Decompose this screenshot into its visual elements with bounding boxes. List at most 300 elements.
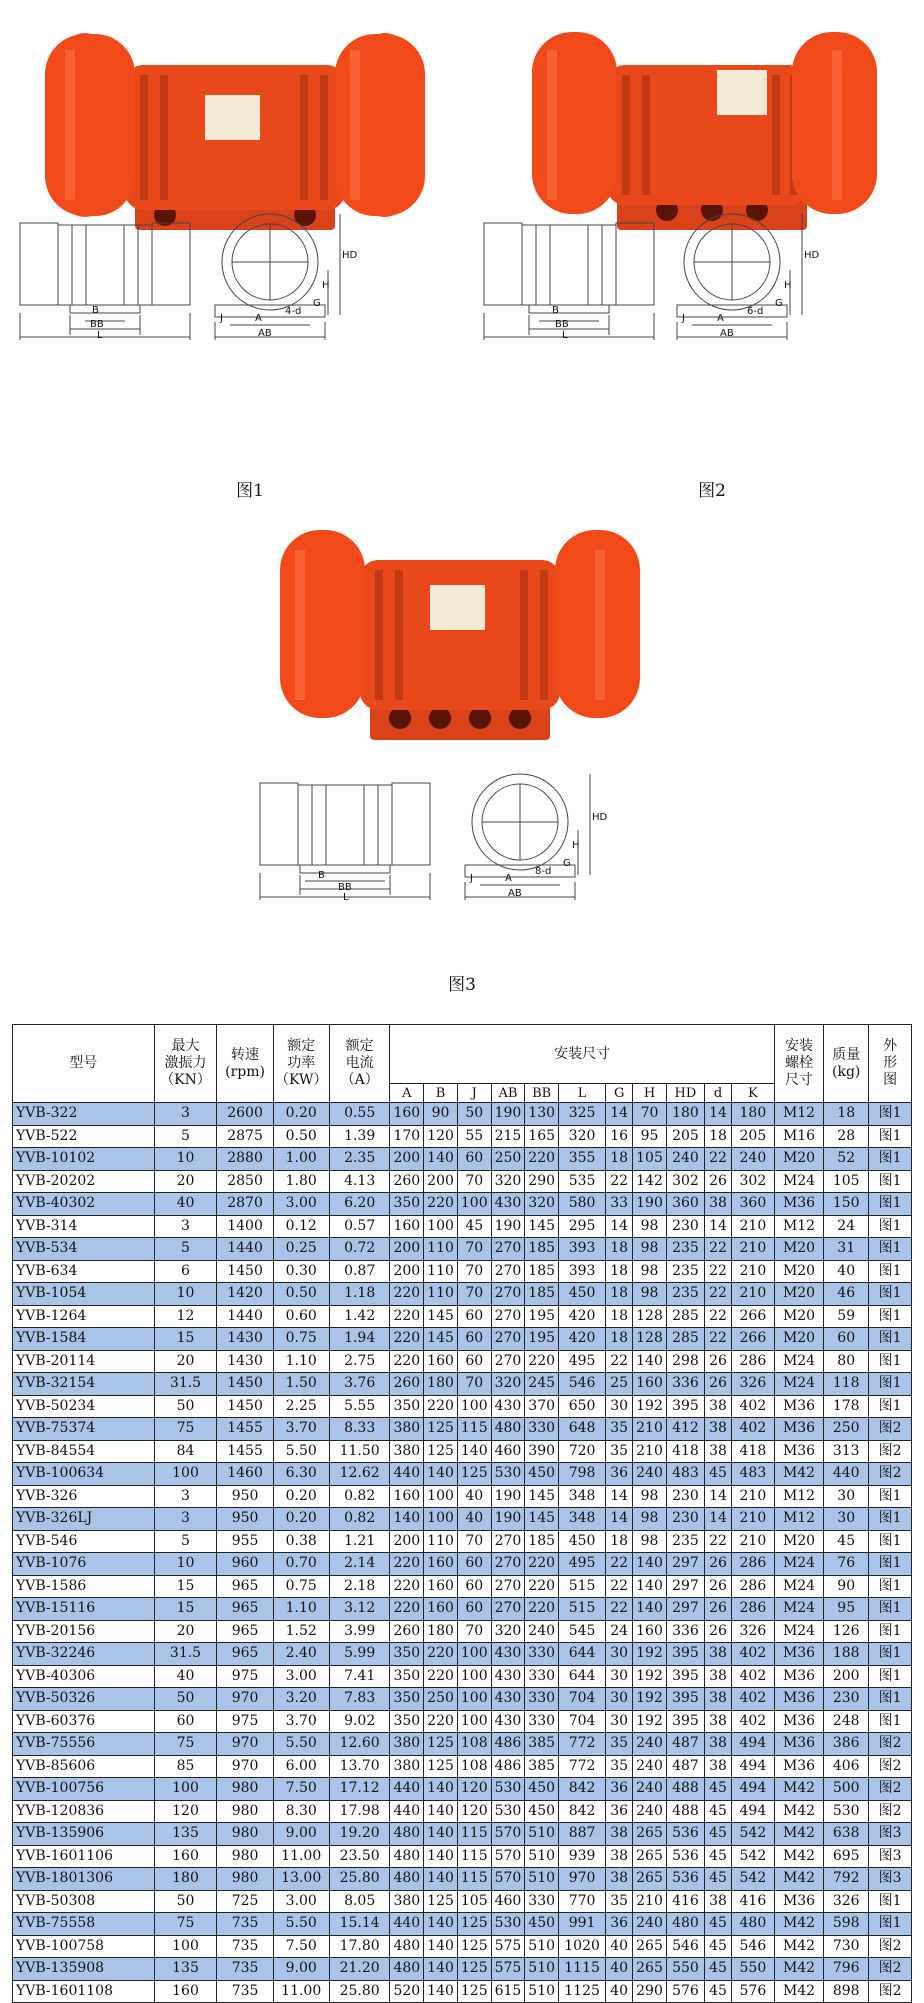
value-cell: 70: [457, 1373, 491, 1396]
value-cell: 250: [424, 1688, 458, 1711]
value-cell: 430: [491, 1193, 525, 1216]
value-cell: 31.5: [154, 1643, 217, 1666]
value-cell: 6.20: [329, 1193, 390, 1216]
value-cell: 40: [606, 1980, 633, 2003]
value-cell: 360: [731, 1193, 774, 1216]
value-cell: 14: [606, 1485, 633, 1508]
label-l-3: L: [343, 892, 349, 903]
value-cell: 160: [154, 1845, 217, 1868]
value-cell: 60: [457, 1328, 491, 1351]
value-cell: 75: [154, 1418, 217, 1441]
model-cell: YVB-135908: [13, 1958, 155, 1981]
value-cell: 270: [491, 1598, 525, 1621]
table-row: [13, 1125, 912, 1148]
value-cell: 230: [666, 1508, 704, 1531]
value-cell: 220: [390, 1305, 424, 1328]
model-cell: YVB-120836: [13, 1800, 155, 1823]
value-cell: 25: [606, 1373, 633, 1396]
value-cell: 1.50: [273, 1373, 329, 1396]
value-cell: 125: [457, 1958, 491, 1981]
value-cell: 40: [154, 1193, 217, 1216]
value-cell: 14: [705, 1508, 732, 1531]
subheader-a: A: [390, 1084, 424, 1103]
value-cell: 30: [606, 1710, 633, 1733]
model-cell: YVB-84554: [13, 1440, 155, 1463]
value-cell: 1440: [217, 1238, 273, 1261]
table-row: [13, 1800, 912, 1823]
value-cell: 38: [705, 1733, 732, 1756]
value-cell: 1.80: [273, 1170, 329, 1193]
label-l-1: L: [97, 330, 103, 341]
value-cell: 550: [731, 1958, 774, 1981]
value-cell: 20: [154, 1170, 217, 1193]
value-cell: 510: [525, 1823, 559, 1846]
value-cell: 430: [491, 1665, 525, 1688]
value-cell: 100: [424, 1215, 458, 1238]
value-cell: M42: [774, 1958, 823, 1981]
header-shape: 外 形 图: [869, 1025, 912, 1103]
value-cell: 406: [824, 1755, 869, 1778]
value-cell: 336: [666, 1620, 704, 1643]
value-cell: 11.00: [273, 1980, 329, 2003]
value-cell: 598: [824, 1913, 869, 1936]
table-row: [13, 1733, 912, 1756]
value-cell: 140: [424, 1868, 458, 1891]
value-cell: 33: [606, 1193, 633, 1216]
value-cell: 240: [633, 1913, 667, 1936]
value-cell: 图2: [869, 1980, 912, 2003]
value-cell: 140: [424, 1148, 458, 1171]
label-j-3: J: [470, 873, 473, 884]
value-cell: 980: [217, 1868, 273, 1891]
model-cell: YVB-326LJ: [13, 1508, 155, 1531]
motor-photo-2: [532, 20, 877, 235]
value-cell: 22: [606, 1170, 633, 1193]
value-cell: 350: [390, 1395, 424, 1418]
model-cell: YVB-1076: [13, 1553, 155, 1576]
value-cell: 195: [525, 1328, 559, 1351]
value-cell: 9.00: [273, 1823, 329, 1846]
value-cell: 220: [390, 1575, 424, 1598]
table-row: [13, 1103, 912, 1126]
value-cell: 1.18: [329, 1283, 390, 1306]
table-row: [13, 1148, 912, 1171]
value-cell: 115: [457, 1845, 491, 1868]
value-cell: M36: [774, 1755, 823, 1778]
value-cell: 970: [217, 1733, 273, 1756]
value-cell: 图1: [869, 1890, 912, 1913]
value-cell: 3.00: [273, 1665, 329, 1688]
value-cell: 980: [217, 1778, 273, 1801]
model-cell: YVB-1601106: [13, 1845, 155, 1868]
value-cell: 530: [491, 1778, 525, 1801]
value-cell: 14: [606, 1103, 633, 1126]
value-cell: 26: [705, 1373, 732, 1396]
table-row: [13, 1913, 912, 1936]
value-cell: 510: [525, 1845, 559, 1868]
value-cell: 图1: [869, 1373, 912, 1396]
value-cell: 图1: [869, 1170, 912, 1193]
subheader-h: H: [633, 1084, 667, 1103]
value-cell: 图1: [869, 1215, 912, 1238]
value-cell: 3.00: [273, 1890, 329, 1913]
value-cell: 494: [731, 1733, 774, 1756]
value-cell: 530: [824, 1800, 869, 1823]
label-l-2: L: [562, 330, 568, 341]
value-cell: 1.39: [329, 1125, 390, 1148]
value-cell: M42: [774, 1935, 823, 1958]
value-cell: 36: [606, 1463, 633, 1486]
value-cell: 320: [525, 1193, 559, 1216]
value-cell: 98: [633, 1260, 667, 1283]
value-cell: 1440: [217, 1305, 273, 1328]
value-cell: 160: [633, 1373, 667, 1396]
value-cell: 0.82: [329, 1485, 390, 1508]
value-cell: 735: [217, 1935, 273, 1958]
value-cell: 402: [731, 1643, 774, 1666]
model-cell: YVB-75558: [13, 1913, 155, 1936]
value-cell: 494: [731, 1778, 774, 1801]
label-ab-3: AB: [508, 888, 522, 899]
value-cell: 950: [217, 1485, 273, 1508]
value-cell: 5: [154, 1238, 217, 1261]
value-cell: M20: [774, 1328, 823, 1351]
value-cell: 730: [824, 1935, 869, 1958]
value-cell: 图2: [869, 1935, 912, 1958]
value-cell: 3.70: [273, 1418, 329, 1441]
value-cell: 515: [559, 1575, 606, 1598]
value-cell: 330: [525, 1890, 559, 1913]
value-cell: 52: [824, 1148, 869, 1171]
table-row: [13, 1283, 912, 1306]
value-cell: 120: [457, 1778, 491, 1801]
value-cell: 0.72: [329, 1238, 390, 1261]
value-cell: M24: [774, 1170, 823, 1193]
value-cell: 31.5: [154, 1373, 217, 1396]
label-bb-1: BB: [90, 319, 104, 330]
value-cell: 图3: [869, 1868, 912, 1891]
value-cell: 70: [457, 1283, 491, 1306]
value-cell: 2875: [217, 1125, 273, 1148]
value-cell: 480: [390, 1935, 424, 1958]
drawing-side-1: [10, 215, 200, 345]
value-cell: 30: [824, 1485, 869, 1508]
value-cell: 145: [424, 1328, 458, 1351]
value-cell: 100: [457, 1193, 491, 1216]
value-cell: 250: [824, 1418, 869, 1441]
value-cell: 220: [424, 1193, 458, 1216]
value-cell: 330: [525, 1665, 559, 1688]
value-cell: 160: [424, 1553, 458, 1576]
value-cell: 98: [633, 1485, 667, 1508]
value-cell: M42: [774, 1980, 823, 2003]
value-cell: 192: [633, 1665, 667, 1688]
label-bb-2: BB: [555, 319, 569, 330]
value-cell: 950: [217, 1508, 273, 1531]
value-cell: 380: [390, 1440, 424, 1463]
model-cell: YVB-20114: [13, 1350, 155, 1373]
value-cell: 418: [666, 1440, 704, 1463]
value-cell: 210: [731, 1485, 774, 1508]
header-model: 型号: [13, 1025, 155, 1103]
value-cell: 145: [424, 1305, 458, 1328]
value-cell: 11.50: [329, 1440, 390, 1463]
value-cell: 60: [824, 1328, 869, 1351]
value-cell: 140: [457, 1440, 491, 1463]
subheader-g: G: [606, 1084, 633, 1103]
value-cell: 125: [424, 1440, 458, 1463]
value-cell: M20: [774, 1283, 823, 1306]
value-cell: 220: [525, 1575, 559, 1598]
value-cell: 530: [491, 1800, 525, 1823]
value-cell: 20: [154, 1620, 217, 1643]
model-cell: YVB-60376: [13, 1710, 155, 1733]
subheader-ab: AB: [491, 1084, 525, 1103]
subheader-hd: HD: [666, 1084, 704, 1103]
value-cell: 200: [390, 1148, 424, 1171]
value-cell: 286: [731, 1575, 774, 1598]
value-cell: 320: [559, 1125, 606, 1148]
value-cell: 图1: [869, 1238, 912, 1261]
value-cell: 350: [390, 1688, 424, 1711]
value-cell: 12.60: [329, 1733, 390, 1756]
header-bolt: 安装 螺栓 尺寸: [774, 1025, 823, 1103]
value-cell: 图1: [869, 1350, 912, 1373]
value-cell: M36: [774, 1440, 823, 1463]
value-cell: 120: [457, 1800, 491, 1823]
value-cell: 210: [731, 1215, 774, 1238]
value-cell: 98: [633, 1238, 667, 1261]
value-cell: 250: [491, 1148, 525, 1171]
value-cell: 248: [824, 1710, 869, 1733]
model-cell: YVB-1601108: [13, 1980, 155, 2003]
value-cell: 0.82: [329, 1508, 390, 1531]
value-cell: 330: [525, 1643, 559, 1666]
value-cell: 160: [390, 1485, 424, 1508]
value-cell: 22: [705, 1260, 732, 1283]
value-cell: 7.50: [273, 1778, 329, 1801]
value-cell: 125: [424, 1733, 458, 1756]
header-mass: 质量 (kg): [824, 1025, 869, 1103]
value-cell: 35: [606, 1418, 633, 1441]
table-row: [13, 1373, 912, 1396]
value-cell: 1430: [217, 1350, 273, 1373]
value-cell: 145: [525, 1508, 559, 1531]
value-cell: 12.62: [329, 1463, 390, 1486]
value-cell: 图1: [869, 1485, 912, 1508]
value-cell: 160: [390, 1103, 424, 1126]
value-cell: 402: [731, 1418, 774, 1441]
value-cell: 483: [666, 1463, 704, 1486]
value-cell: 140: [424, 1845, 458, 1868]
value-cell: 12: [154, 1305, 217, 1328]
value-cell: 24: [824, 1215, 869, 1238]
value-cell: 19.20: [329, 1823, 390, 1846]
value-cell: 图1: [869, 1328, 912, 1351]
value-cell: 486: [491, 1755, 525, 1778]
value-cell: 270: [491, 1350, 525, 1373]
value-cell: 240: [525, 1620, 559, 1643]
value-cell: 430: [491, 1688, 525, 1711]
label-h-1: H: [322, 280, 330, 291]
value-cell: 772: [559, 1733, 606, 1756]
value-cell: 22: [705, 1238, 732, 1261]
value-cell: 18: [824, 1103, 869, 1126]
value-cell: 348: [559, 1508, 606, 1531]
value-cell: 38: [705, 1710, 732, 1733]
value-cell: 440: [390, 1913, 424, 1936]
value-cell: M12: [774, 1485, 823, 1508]
value-cell: 3.20: [273, 1688, 329, 1711]
value-cell: 295: [559, 1215, 606, 1238]
value-cell: 450: [559, 1283, 606, 1306]
value-cell: 25.80: [329, 1980, 390, 2003]
subheader-b: B: [424, 1084, 458, 1103]
value-cell: 965: [217, 1575, 273, 1598]
value-cell: M36: [774, 1890, 823, 1913]
model-cell: YVB-1586: [13, 1575, 155, 1598]
value-cell: 240: [633, 1800, 667, 1823]
table-row: [13, 1530, 912, 1553]
value-cell: 0.75: [273, 1328, 329, 1351]
value-cell: 图1: [869, 1125, 912, 1148]
value-cell: 图1: [869, 1305, 912, 1328]
model-cell: YVB-314: [13, 1215, 155, 1238]
table-row: [13, 1890, 912, 1913]
value-cell: 298: [666, 1350, 704, 1373]
model-cell: YVB-100634: [13, 1463, 155, 1486]
value-cell: 200: [824, 1665, 869, 1688]
value-cell: 460: [491, 1890, 525, 1913]
value-cell: 98: [633, 1215, 667, 1238]
value-cell: 图2: [869, 1958, 912, 1981]
value-cell: 70: [457, 1530, 491, 1553]
value-cell: 887: [559, 1823, 606, 1846]
value-cell: 28: [824, 1125, 869, 1148]
value-cell: 297: [666, 1598, 704, 1621]
value-cell: 385: [525, 1733, 559, 1756]
value-cell: 302: [731, 1170, 774, 1193]
value-cell: 180: [666, 1103, 704, 1126]
value-cell: 330: [525, 1418, 559, 1441]
value-cell: 495: [559, 1553, 606, 1576]
value-cell: 1.21: [329, 1530, 390, 1553]
value-cell: 图1: [869, 1283, 912, 1306]
value-cell: 6.30: [273, 1463, 329, 1486]
drawing-front-3: [460, 770, 620, 910]
label-a-3: A: [505, 873, 512, 884]
model-cell: YVB-100756: [13, 1778, 155, 1801]
value-cell: 483: [731, 1463, 774, 1486]
value-cell: 695: [824, 1845, 869, 1868]
value-cell: 240: [633, 1778, 667, 1801]
value-cell: 796: [824, 1958, 869, 1981]
header-current: 额定 电流 （A）: [329, 1025, 390, 1103]
value-cell: 430: [491, 1710, 525, 1733]
value-cell: 260: [390, 1373, 424, 1396]
value-cell: 330: [525, 1688, 559, 1711]
model-cell: YVB-135906: [13, 1823, 155, 1846]
label-a-1: A: [255, 313, 262, 324]
subheader-j: J: [457, 1084, 491, 1103]
value-cell: M20: [774, 1260, 823, 1283]
value-cell: 450: [525, 1463, 559, 1486]
value-cell: 350: [390, 1665, 424, 1688]
value-cell: 2600: [217, 1103, 273, 1126]
table-row: [13, 1868, 912, 1891]
value-cell: 140: [424, 1980, 458, 2003]
value-cell: 326: [731, 1373, 774, 1396]
value-cell: 22: [606, 1350, 633, 1373]
value-cell: 35: [606, 1755, 633, 1778]
value-cell: 270: [491, 1328, 525, 1351]
value-cell: 125: [424, 1755, 458, 1778]
value-cell: 130: [525, 1103, 559, 1126]
value-cell: 45: [457, 1215, 491, 1238]
value-cell: 265: [633, 1935, 667, 1958]
value-cell: 1.10: [273, 1598, 329, 1621]
value-cell: M24: [774, 1598, 823, 1621]
value-cell: 536: [666, 1845, 704, 1868]
value-cell: 842: [559, 1800, 606, 1823]
value-cell: 510: [525, 1980, 559, 2003]
value-cell: 图1: [869, 1665, 912, 1688]
value-cell: 125: [457, 1935, 491, 1958]
value-cell: 108: [457, 1733, 491, 1756]
table-row: [13, 1170, 912, 1193]
value-cell: 100: [457, 1688, 491, 1711]
value-cell: 75: [154, 1913, 217, 1936]
value-cell: 220: [390, 1553, 424, 1576]
value-cell: 85: [154, 1755, 217, 1778]
value-cell: 520: [390, 1980, 424, 2003]
label-b-3: B: [318, 870, 325, 881]
value-cell: 160: [154, 1980, 217, 2003]
value-cell: 图1: [869, 1598, 912, 1621]
value-cell: 45: [705, 1845, 732, 1868]
value-cell: 210: [633, 1440, 667, 1463]
value-cell: 898: [824, 1980, 869, 2003]
value-cell: 160: [390, 1215, 424, 1238]
value-cell: 6: [154, 1260, 217, 1283]
value-cell: 450: [525, 1913, 559, 1936]
value-cell: 550: [666, 1958, 704, 1981]
value-cell: 970: [217, 1755, 273, 1778]
value-cell: M42: [774, 1823, 823, 1846]
value-cell: 60: [154, 1710, 217, 1733]
value-cell: 336: [666, 1373, 704, 1396]
value-cell: 178: [824, 1395, 869, 1418]
value-cell: 644: [559, 1665, 606, 1688]
value-cell: M20: [774, 1530, 823, 1553]
value-cell: 图1: [869, 1260, 912, 1283]
value-cell: 955: [217, 1530, 273, 1553]
label-bb-3: BB: [338, 882, 352, 893]
value-cell: 1125: [559, 1980, 606, 2003]
value-cell: 185: [525, 1530, 559, 1553]
value-cell: M36: [774, 1193, 823, 1216]
value-cell: 980: [217, 1800, 273, 1823]
table-row: [13, 1350, 912, 1373]
value-cell: 60: [457, 1598, 491, 1621]
value-cell: 480: [390, 1868, 424, 1891]
value-cell: 图2: [869, 1463, 912, 1486]
value-cell: 14: [705, 1103, 732, 1126]
value-cell: M36: [774, 1418, 823, 1441]
table-row: [13, 1778, 912, 1801]
value-cell: M36: [774, 1665, 823, 1688]
value-cell: 960: [217, 1553, 273, 1576]
